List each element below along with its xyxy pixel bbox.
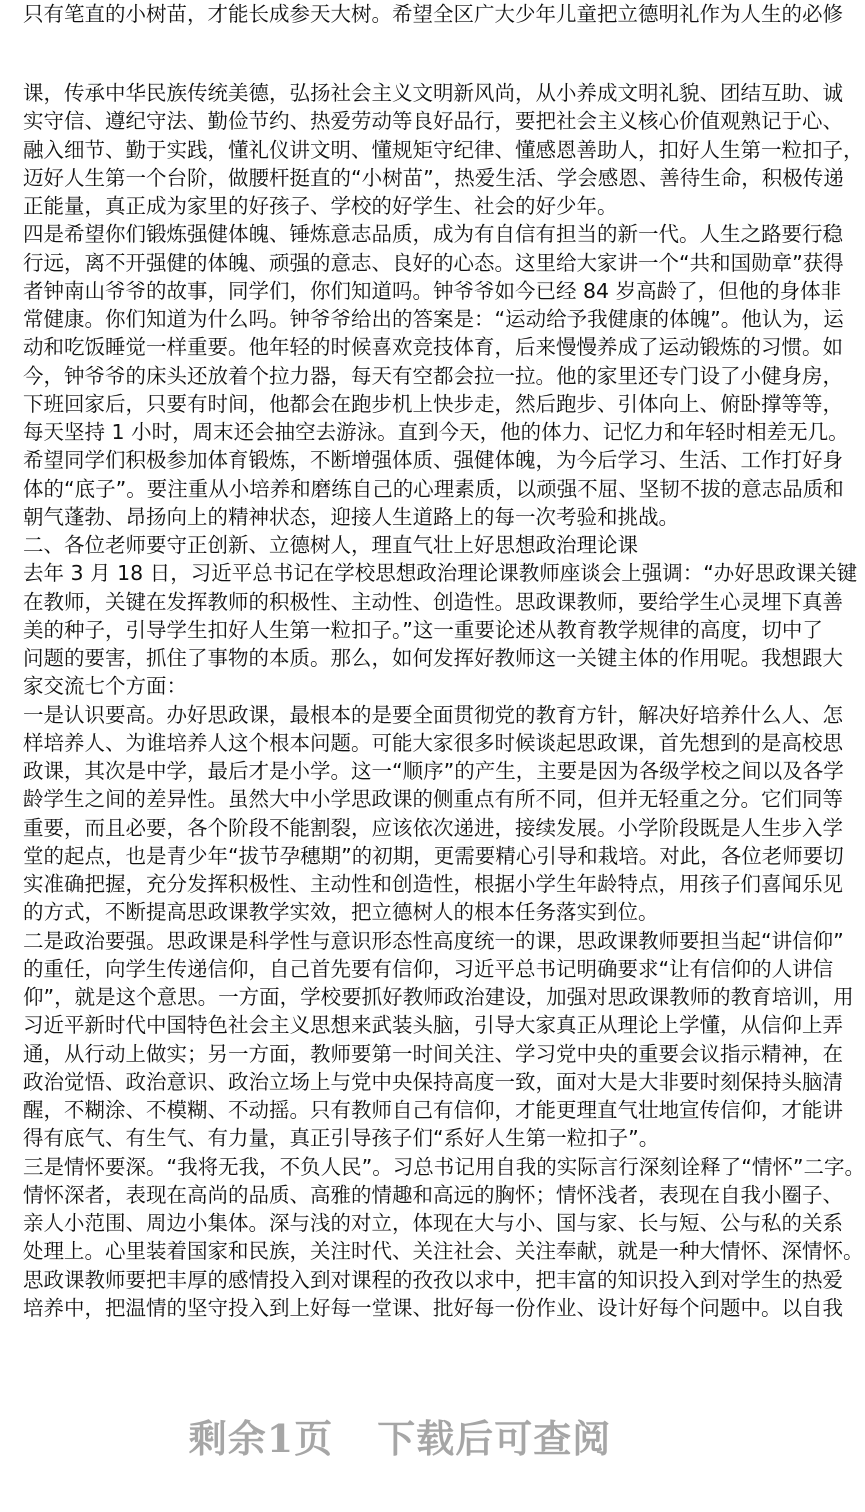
text-line: 去年 3 月 18 日，习近平总书记在学校思想政治理论课教师座谈会上强调：“办好思政课关键 xyxy=(23,561,858,586)
text-line: 培养中，把温情的坚守投入到上好每一堂课、批好每一份作业、设计好每个问题中。以自我 xyxy=(23,1295,843,1320)
text-line: 二、各位老师要守正创新、立德树人，理直气壮上好思想政治理论课 xyxy=(23,533,638,557)
text-line: 者钟南山爷爷的故事，同学们，你们知道吗。钟爷爷如今已经 84 岁高龄了，但他的身体非 xyxy=(23,278,842,303)
text-line: 只有笔直的小树苗，才能长成参天大树。希望全区广大少年儿童把立德明礼作为人生的必修 xyxy=(23,2,843,26)
text-line: 在教师，关键在发挥教师的积极性、主动性、创造性。思政课教师，要给学生心灵埋下真善 xyxy=(23,589,843,614)
text-line: 二是政治要强。思政课是科学性与意识形态性高度统一的课，思政课教师要担当起“讲信仰” xyxy=(23,928,844,953)
text-line: 每天坚持 1 小时，周末还会抽空去游泳。直到今天，他的体力、记忆力和年轻时相差无几。 xyxy=(23,420,849,444)
text-line: 情怀深者，表现在高尚的品质、高雅的情趣和高远的胸怀；情怀浅者，表现在自我小圈子、 xyxy=(23,1182,843,1207)
text-line: 正能量，真正成为家里的好孩子、学校的好学生、社会的好少年。 xyxy=(23,194,618,218)
text-line: 体的“底子”。要注重从小培养和磨练自己的心理素质，以顽强不屈、坚韧不拔的意志品质和 xyxy=(23,476,844,501)
text-line: 的方式，不断提高思政课教学实效，把立德树人的根本任务落实到位。 xyxy=(23,900,659,925)
text-line: 动和吃饭睡觉一样重要。他年轻的时候喜欢竞技体育，后来慢慢养成了运动锻炼的习惯。如 xyxy=(23,335,843,360)
text-line: 一是认识要高。办好思政课，最根本的是要全面贯彻党的教育方针，解决好培养什么人、怎 xyxy=(23,702,843,727)
text-line: 今，钟爷爷的床头还放着个拉力器，每天有空都会拉一拉。他的家里还专门设了小健身房， xyxy=(23,363,843,388)
text-line: 通，从行动上做实；另一方面，教师要第一时间关注、学习党中央的重要会议指示精神，在 xyxy=(23,1041,843,1066)
remaining-pages-label: 剩余1页 xyxy=(188,1416,334,1461)
text-line: 重要，而且必要，各个阶段不能割裂，应该依次递进，接续发展。小学阶段既是人生步入学 xyxy=(23,815,843,840)
text-line: 三是情怀要深。“我将无我，不负人民”。习总书记用自我的实际言行深刻诠释了“情怀”二字。 xyxy=(23,1154,865,1179)
text-line: 醒，不糊涂、不模糊、不动摇。只有教师自己有信仰，才能更理直气壮地宣传信仰，才能讲 xyxy=(23,1098,843,1122)
text-line: 政课，其次是中学，最后才是小学。这一“顺序”的产生，主要是因为各级学校之间以及各学 xyxy=(23,759,844,783)
text-line: 行远，离不开强健的体魄、顽强的意志、良好的心态。这里给大家讲一个“共和国勋章”获得 xyxy=(23,250,844,275)
text-line: 家交流七个方面： xyxy=(23,674,187,699)
download-to-view-label[interactable]: 下载后可查阅 xyxy=(377,1416,612,1461)
text-line: 龄学生之间的差异性。虽然大中小学思政课的侧重点有所不同，但并无轻重之分。它们同等 xyxy=(23,787,843,812)
text-line: 常健康。你们知道为什么吗。钟爷爷给出的答案是：“运动给予我健康的体魄”。他认为，运 xyxy=(23,307,844,331)
text-line: 思政课教师要把丰厚的感情投入到对课程的孜孜以求中，把丰富的知识投入到对学生的热爱 xyxy=(23,1267,843,1292)
text-line: 实守信、遵纪守法、勤俭节约、热爱劳动等良好品行，要把社会主义核心价值观熟记于心、 xyxy=(23,109,843,134)
text-line: 希望同学们积极参加体育锻炼，不断增强体质、强健体魄，为今后学习、生活、工作打好身 xyxy=(23,448,843,473)
download-prompt[interactable] xyxy=(0,1408,800,1463)
text-line: 习近平新时代中国特色社会主义思想来武装头脑，引导大家真正从理论上学懂，从信仰上弄 xyxy=(23,1013,843,1038)
document-body xyxy=(0,79,865,1322)
text-line: 迈好人生第一个台阶，做腰杆挺直的“小树苗”，热爱生活、学会感恩、善待生命，积极传递 xyxy=(23,165,844,190)
text-line: 下班回家后，只要有时间，他都会在跑步机上快步走，然后跑步、引体向上、俯卧撑等等， xyxy=(23,391,843,416)
text-line: 得有底气、有生气、有力量，真正引导孩子们“系好人生第一粒扣子”。 xyxy=(23,1126,660,1151)
text-line: 美的种子，引导学生扣好人生第一粒扣子。”这一重要论述从教育教学规律的高度，切中了 xyxy=(23,617,823,642)
text-line: 问题的要害，抓住了事物的本质。那么，如何发挥好教师这一关键主体的作用呢。我想跟大 xyxy=(23,646,843,670)
text-line: 朝气蓬勃、昂扬向上的精神状态，迎接人生道路上的每一次考验和挑战。 xyxy=(23,504,679,529)
text-line: 样培养人、为谁培养人这个根本问题。可能大家很多时候谈起思政课，首先想到的是高校思 xyxy=(23,730,843,755)
text-line: 四是希望你们锻炼强健体魄、锤炼意志品质，成为有自信有担当的新一代。人生之路要行稳 xyxy=(23,222,843,247)
text-line: 融入细节、勤于实践，懂礼仪讲文明、懂规矩守纪律、懂感恩善助人，扣好人生第一粒扣子， xyxy=(23,137,864,162)
text-line: 亲人小范围、周边小集体。深与浅的对立，体现在大与小、国与家、长与短、公与私的关系 xyxy=(23,1211,843,1235)
text-line: 处理上。心里装着国家和民族，关注时代、关注社会、关注奉献，就是一种大情怀、深情怀。 xyxy=(23,1239,864,1264)
text-line: 实准确把握，充分发挥积极性、主动性和创造性，根据小学生年龄特点，用孩子们喜闻乐见 xyxy=(23,872,843,896)
text-line: 的重任，向学生传递信仰，自己首先要有信仰，习近平总书记明确要求“让有信仰的人讲信 xyxy=(23,956,834,981)
text-line: 政治觉悟、政治意识、政治立场上与党中央保持高度一致，面对大是大非要时刻保持头脑清 xyxy=(23,1069,843,1094)
text-line: 堂的起点，也是青少年“拔节孕穗期”的初期，更需要精心引导和栽培。对此，各位老师要切 xyxy=(23,843,844,868)
text-line: 课，传承中华民族传统美德，弘扬社会主义文明新风尚，从小养成文明礼貌、团结互助、诚 xyxy=(23,81,843,105)
text-line: 仰”，就是这个意思。一方面，学校要抓好教师政治建设，加强对思政课教师的教育培训，用 xyxy=(23,985,854,1009)
